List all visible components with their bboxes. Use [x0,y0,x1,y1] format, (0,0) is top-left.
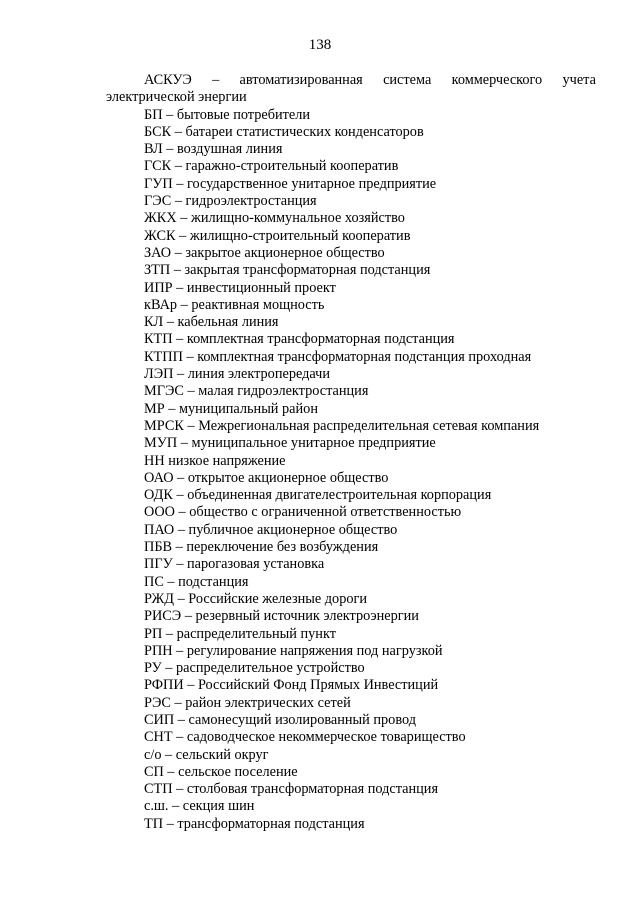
list-item: РИСЭ – резервный источник электроэнергии [144,608,419,625]
list-item: БСК – батареи статистических конденсаторов [144,123,424,140]
list-item: с.ш. – секция шин [144,798,255,815]
list-item: ЛЭП – линия электропередачи [144,366,331,383]
list-item: БП – бытовые потребители [144,106,311,123]
list-item: МР – муниципальный район [144,400,318,417]
list-item: КТП – комплектная трансформаторная подстанция [144,331,455,348]
list-item: КТПП – комплектная трансформаторная подстанция проходная [144,348,532,365]
list-item: РФПИ – Российский Фонд Прямых Инвестиций [144,677,439,694]
list-item: ГУП – государственное унитарное предприятие [144,175,437,192]
abbreviations-list [106,72,596,833]
list-item: ГЭС – гидроэлектростанция [144,193,317,210]
list-item: РП – распределительный пункт [144,625,336,642]
list-item: ПС – подстанция [144,573,249,590]
list-item: ЖКХ – жилищно-коммунальное хозяйство [144,210,405,227]
list-item: с/о – сельский округ [144,746,269,763]
list-item: ЗАО – закрытое акционерное общество [144,244,385,261]
list-item: РПН – регулирование напряжения под нагрузкой [144,642,443,659]
list-item: кВАр – реактивная мощность [144,296,325,313]
list-item: ПБВ – переключение без возбуждения [144,539,379,556]
list-item: РЭС – район электрических сетей [144,694,351,711]
list-item-continuation: электрической энергии [106,89,247,106]
list-item: РЖД – Российские железные дороги [144,590,368,607]
list-item: РУ – распределительное устройство [144,660,365,677]
list-item: ПГУ – парогазовая установка [144,556,325,573]
list-item: СНТ – садоводческое некоммерческое товарищество [144,729,466,746]
entries-container [106,107,596,833]
list-item: МРСК – Межрегиональная распределительная сетевая компания [144,417,540,434]
first-entry-word: АСКУЭ [144,72,192,88]
list-item: ОАО – открытое акционерное общество [144,469,389,486]
first-entry-word: коммерческого [451,72,543,88]
list-item: ВЛ – воздушная линия [144,141,283,158]
list-item: МГЭС – малая гидроэлектростанция [144,383,369,400]
first-entry-word: – [212,72,220,88]
list-item: ООО – общество с ограниченной ответственностью [144,504,462,521]
list-item: НН низкое напряжение [144,452,286,469]
list-item: ПАО – публичное акционерное общество [144,521,398,538]
list-item-first-line [106,72,596,89]
list-item: КЛ – кабельная линия [144,314,279,331]
list-item: ИПР – инвестиционный проект [144,279,336,296]
list-item: СП – сельское поселение [144,763,298,780]
list-item: ЖСК – жилищно-строительный кооператив [144,227,411,244]
first-entry-word: система [383,72,432,88]
list-item: СТП – столбовая трансформаторная подстанция [144,781,439,798]
first-entry-word: учета [562,72,596,88]
list-item: ОДК – объединенная двигателестроительная корпорация [144,487,492,504]
list-item: ТП – трансформаторная подстанция [144,815,365,832]
list-item: ЗТП – закрытая трансформаторная подстанция [144,262,431,279]
first-entry-word: автоматизированная [239,72,363,88]
page-number: 138 [308,37,332,53]
list-item: СИП – самонесущий изолированный провод [144,711,416,728]
list-item: МУП – муниципальное унитарное предприятие [144,435,436,452]
list-item: ГСК – гаражно-строительный кооператив [144,158,399,175]
